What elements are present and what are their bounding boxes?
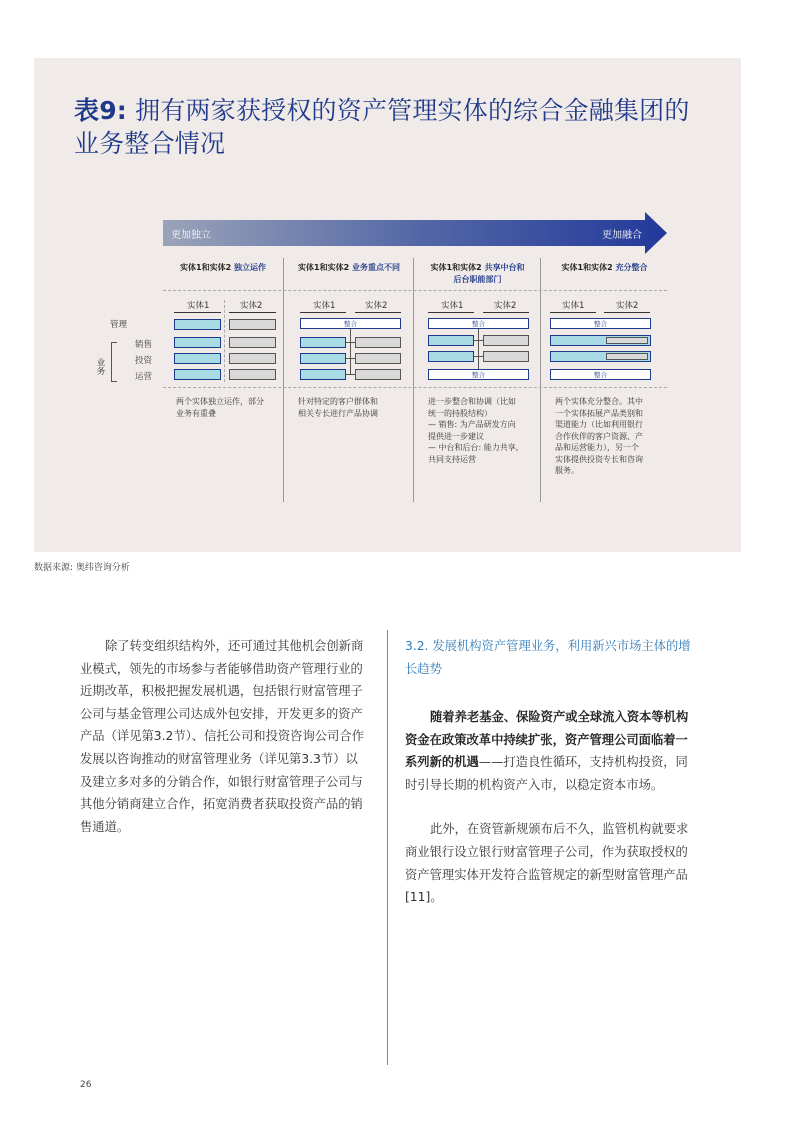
entity2-sales-box [483,335,529,346]
column-head-4: 实体1和实体2 充分整合 [561,263,648,272]
entity2-ops-box [229,369,276,380]
column-4-description: 两个实体充分整合。其中 一个实体拓展产品类别和 渠道能力（比如利用银行 合作伙伴的客户资源、产 品和运营能力），另一个 实体提供投资专长和咨询 服务。 [555,397,643,475]
entity2-label: 实体2 [365,301,388,311]
data-source: 数据来源: 奥纬咨询分析 [34,563,130,573]
entity1-sales-box [300,337,346,348]
merged-manage-box: 整合 [550,318,651,329]
entity2-label: 实体2 [616,301,639,311]
entity1-label: 实体1 [441,301,464,311]
merged-ops-box: 整合 [550,369,651,380]
row-label-invest: 投资 [135,356,153,366]
right-bold-lead: 随着养老基金、保险资产或全球流入资本等机构资金在政策改革中持续扩张，资产管理公司面临着一系列新的机遇 [405,710,689,770]
entity1-sales-box [428,335,474,346]
section-heading: 3.2. 发展机构资产管理业务，利用新兴市场主体的增长趋势 [405,639,691,676]
entity1-ops-box [174,369,221,380]
row-label-manage: 管理 [110,320,128,330]
entity1-label: 实体1 [187,301,210,311]
column-head-1: 实体1和实体2 独立运作 [180,263,266,272]
figure-title-text: 拥有两家获授权的资产管理实体的综合金融集团的业务整合情况 [74,96,690,158]
integration-arrow [163,212,667,254]
connector [346,374,355,375]
left-paragraph: 除了转变组织结构外，还可通过其他机会创新商业模式，领先的市场参与者能够借助资产管理行业的近期改革，积极把握发展机遇，包括银行财富管理子公司与基金管理公司达成外包安排，开发更多的资产产品（详见第3.2节）、信托公司和投资咨询公司合作发展以咨询推动的财富管理业务（详见第3.3节）以及建立多对多的分销合作，如银行财富管理子公司与其他分销商建立合作，拓宽消费者获取投资产品的销售通道。 [80,639,364,834]
merged-manage-box: 整合 [300,318,401,329]
entity2-ops-box [355,369,401,380]
figure-title [74,94,714,160]
entity2-invest-box [229,353,276,364]
entity-underline [355,312,401,313]
entity-underline [604,312,650,313]
entity-underline [300,312,346,313]
entity1-label: 实体1 [313,301,336,311]
entity-underline [428,312,474,313]
entity1-label: 实体1 [562,301,585,311]
entity1-invest-box [300,353,346,364]
column-1-description: 两个实体独立运作，部分 业务有重叠 [176,397,264,418]
entity2-sales-box [229,337,276,348]
column-rule [387,630,388,1065]
column-separator [413,258,414,502]
business-bracket [111,342,117,382]
entity2-invest-inner [606,353,648,360]
entity-underline [229,312,276,313]
row-label-business: 业务 [95,358,105,375]
column-head-3: 实体1和实体2 共享中台和 后台职能部门 [430,263,525,284]
entity1-invest-box [428,351,474,362]
entity2-invest-box [355,353,401,364]
right-rest: ——打造良性循环，支持机构投资，同时引导长期的机构资产入市，以稳定资本市场。 [405,755,688,792]
entity-underline [483,312,529,313]
arrow-label-integrated: 更加融合 [602,230,642,241]
row-label-ops: 运营 [135,372,153,382]
entity-underline [174,312,221,313]
header-rule [163,290,667,291]
right-paragraphs [405,706,697,909]
entity2-manage-box [229,319,276,330]
rows-rule [163,387,667,388]
entity2-sales-inner [606,337,648,344]
column-3-description: 进一步整合和协调（比如 统一的持股结构） — 销售: 为产品研发方向 提供进一步建议 — 中台和后台: 能力共享, 共同支持运营 [428,397,519,464]
entity2-label: 实体2 [240,301,263,311]
right-paragraph-2: 此外，在资管新规颁布后不久，监管机构就要求商业银行设立银行财富管理子公司，作为获取授权的资产管理实体开发符合监管规定的新型财富管理产品 [11]。 [405,822,689,905]
merged-manage-box: 整合 [428,318,529,329]
entity-underline [550,312,596,313]
entity2-invest-box [483,351,529,362]
entity2-label: 实体2 [494,301,517,311]
page-number: 26 [80,1080,92,1090]
entity1-ops-box [300,369,346,380]
column-2-description: 针对特定的客户群体和 相关专长进行产品协调 [298,397,378,418]
entity1-manage-box [174,319,221,330]
connector [478,329,479,369]
row-label-sales: 销售 [135,340,153,350]
entity2-sales-box [355,337,401,348]
connector [350,329,351,374]
arrow-label-independent: 更加独立 [171,230,211,241]
column-separator [540,258,541,502]
merged-ops-box: 整合 [428,369,529,380]
column-head-2: 实体1和实体2 业务重点不同 [298,263,400,272]
figure-number: 表9: [74,96,127,125]
entity1-sales-box [174,337,221,348]
entity1-invest-box [174,353,221,364]
entity-divider [224,300,225,382]
column-separator [283,258,284,502]
